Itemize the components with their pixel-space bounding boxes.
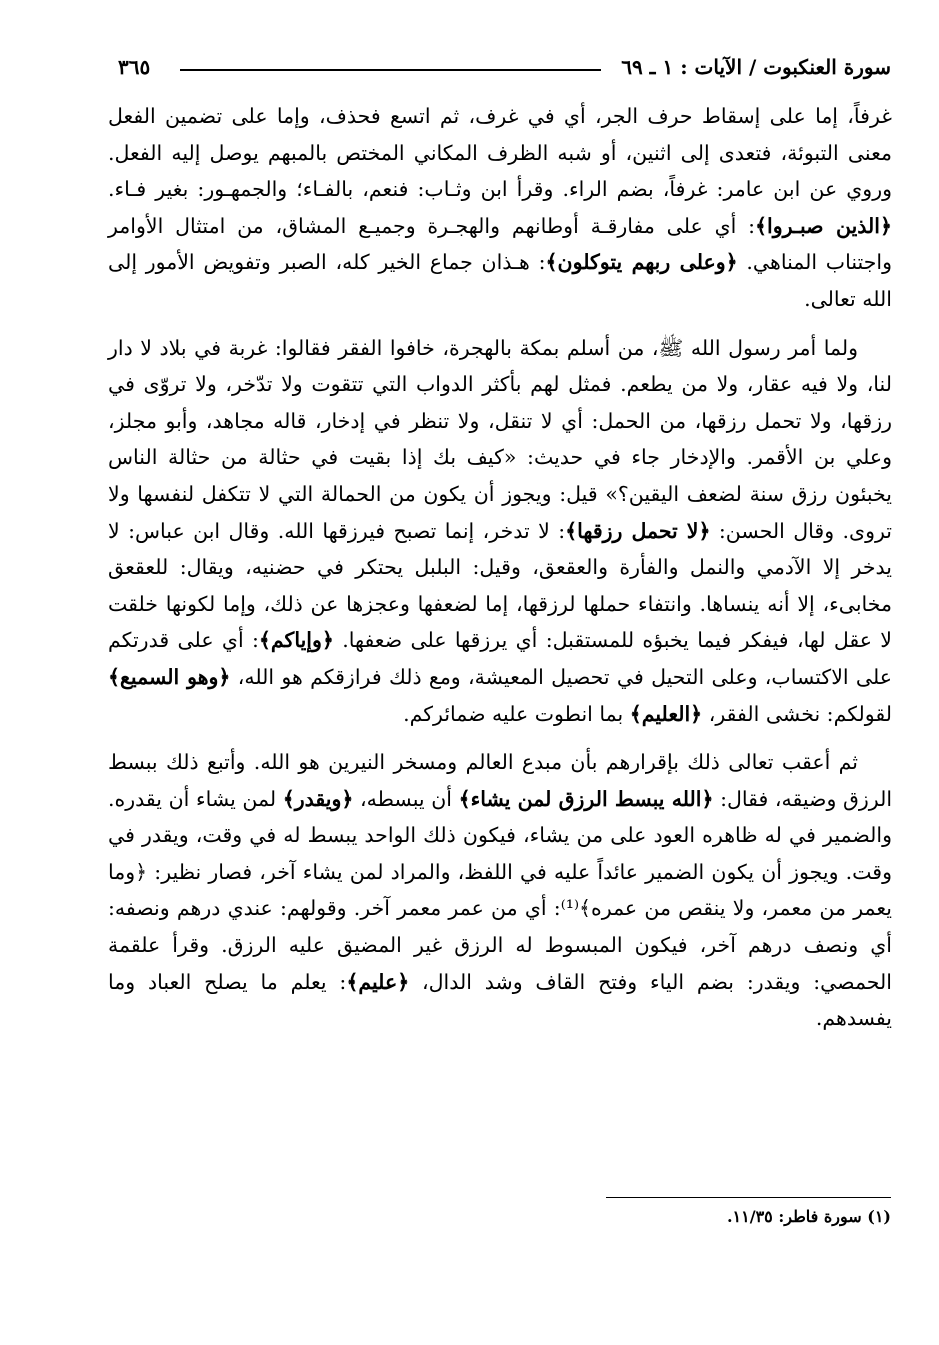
paragraph-3 [108, 744, 892, 1037]
footnote: (١) سورة فاطر: ١١/٣٥. [726, 1207, 891, 1226]
footnote-rule [606, 1197, 891, 1198]
text-segment: : لا تدخر، إنما تصبح فيرزقها الله. وقال ابن عباس: لا يدخر إلا الآدمي والنمل والفأرة والعقعق، وقيل: البلبل يحتكر في حضنيه، ويقال: للعقعق مخابىء، إلا أنه ينساها. وانتفاء حملها لرزقها، إما لضعفها وعجزها عن ذلك، وإما لكونها خلقت لا عقل لها، فيفكر فيما يخبؤه للمستقبل: أي يرزقها على ضعفها. [108, 518, 892, 653]
quran-quote: ﴿العليم﴾ [629, 701, 703, 726]
header-rule [180, 69, 601, 71]
quran-quote: ﴿الذين صبـروا﴾ [755, 213, 892, 238]
page-header [118, 52, 891, 88]
page-number: ٣٦٥ [118, 55, 151, 79]
text-segment: ثم أعقب تعالى ذلك بإقرارهم بأن مبدع العالم ومسخر النيرين هو الله. وأتبع ذلك ببسط الرزق وضيقه، فقال: [108, 750, 893, 811]
text-segment: أن يبسطه، [353, 786, 459, 811]
running-title: سورة العنكبوت / الآيات : ١ ـ ٦٩ [621, 55, 891, 79]
text-segment: : أي على مفارقـة أوطانهم والهجـرة وجميـع المشاق، من امتثال الأوامر واجتناب المناهي. [108, 213, 892, 275]
body-text [108, 98, 892, 1037]
quran-quote: ﴿وإياكم﴾ [258, 628, 334, 653]
quran-quote: ﴿وهو السميع﴾ [108, 664, 231, 689]
quran-quote: ﴿عليم﴾ [346, 969, 410, 994]
text-segment: : يعلم ما يصلح العباد وما يفسدهم. [108, 969, 892, 1031]
text-segment: غرفاً، إما على إسقاط حرف الجر، أي في غرف، ثم اتسع فحذف، وإما على تضمين الفعل معنى التبوئة، فتعدى إلى اثنين، أو شبه الظرف المكاني المختص بالمبهم يوصل إليه الفعل. وروي عن ابن عامر: غرفاً، بضم الراء. وقرأ ابن وثـاب: فنعم، بالفـاء؛ والجمهـور: بغير فـاء. [108, 104, 892, 202]
text-segment: لقولكم: نخشى الفقر، [702, 701, 892, 726]
quran-quote: ﴿وعلى ربهم يتوكلون﴾ [545, 250, 738, 275]
quran-quote: ﴿ويقدر﴾ [282, 786, 354, 811]
paragraph-2 [108, 330, 892, 733]
text-segment: : هـذان جماع الخير كله، الصبر وتفويض الأمور إلى الله تعالى. [108, 250, 892, 311]
footnote-marker[interactable]: ⁽¹⁾ [560, 896, 579, 921]
text-segment: : أي على قدرتكم على الاكتساب، وعلى التحيل في تحصيل المعيشة، ومع ذلك فرازقكم هو الله، [108, 628, 893, 689]
quran-quote: ﴿الله يبسط الرزق لمن يشاء﴾ [458, 786, 714, 811]
quran-quote: ﴿لا تحمل رزقها﴾ [565, 518, 711, 543]
paragraph-1 [108, 98, 892, 318]
text-segment: : أي من عمر معمر آخر. وقولهم: عندي درهم ونصفه: أي ونصف درهم آخر، فيكون المبسوط له الرزق غير المضيق عليه الرزق. وقرأ علقمة الحمصي: ويقدر: بضم الياء وفتح القاف وشد الدال، [108, 896, 892, 994]
text-segment: ولما أمر رسول الله ﷺ، من أسلم بمكة بالهجرة، خافوا الفقر فقالوا: غربة في بلاد لا دار لنا، ولا فيه عقار، ولا من يطعم. فمثل لهم بأكثر الدواب التي تتقوت ولا تدّخر، ولا تروّى في رزقها، ولا تحمل رزقها، من الحمل: أي لا تنقل، ولا تنظر في إدخار، قاله مجاهد، وأبو مجلز، وعلي بن الأقمر. والإدخار جاء في حديث: «كيف بك إذا بقيت في حثالة من حثالة الناس يخبئون رزق سنة لضعف اليقين؟» قيل: ويجوز أن يكون من الحمالة التي لا تتكفل لنفسها ولا تروى. وقال الحسن: [108, 335, 892, 543]
text-segment: لمن يشاء أن يقدره. والضمير في له ظاهره العود على من يشاء، فيكون ذلك الواحد يبسط له في وقت، ويقدر في وقت. ويجوز أن يكون الضمير عائداً عليه في اللفظ، والمراد لمن يشاء آخر، فصار نظير: [108, 786, 892, 884]
quran-quote: ﴿وما يعمر من معمر، ولا ينقص من عمره﴾ [108, 859, 892, 921]
text-segment: بما انطوت عليه ضمائركم. [403, 701, 630, 726]
